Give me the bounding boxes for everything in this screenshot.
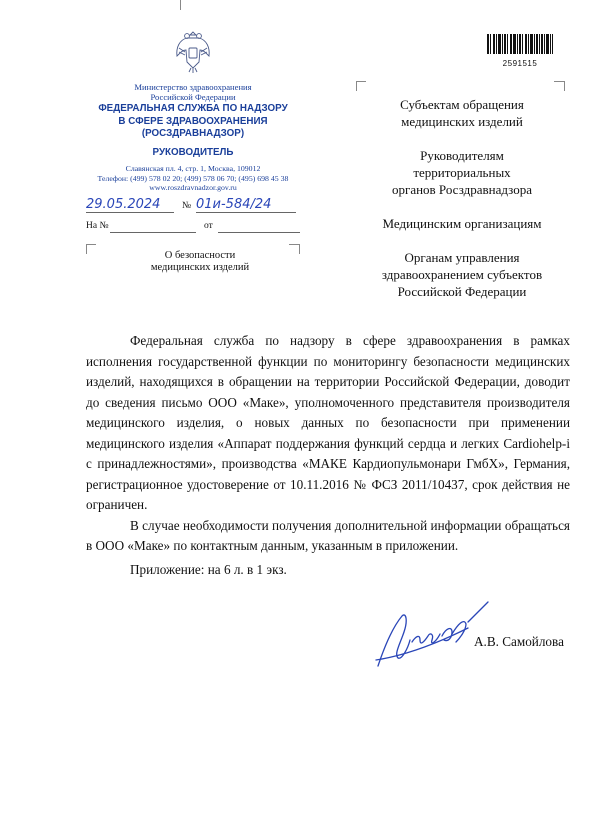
corner-mark (564, 81, 565, 91)
body-paragraph-1: Федеральная служба по надзору в сфере здравоохранения в рамках исполнения государственной функции по мониторингу безопасности медицинских изделий, находящихся в обращении на территории Российской Федерации, доводит до сведения письмо ООО «Маке», уполномоченного представителя производителя медицинского изделия, о новых данных по безопасности при применении медицинского изделия «Аппарат поддержания функций сердца и легких Cardiohelp-i с принадлежностями», производства «МАКЕ Кардиопульмонари ГмбХ», Германия, регистрационное удостоверение от 10.11.2016 № ФСЗ 2011/10437, срок действия не ограничен. (86, 333, 570, 512)
corner-mark (554, 81, 564, 82)
service-name: ФЕДЕРАЛЬНАЯ СЛУЖБА ПО НАДЗОРУ В СФЕРЕ ЗДРАВООХРАНЕНИЯ (РОСЗДРАВНАДЗОР) (98, 103, 288, 139)
reg-number: 01и-584/24 (196, 197, 296, 213)
ref-date-line (218, 232, 300, 233)
attachment-note: Приложение: на 6 л. в 1 экз. (130, 562, 287, 577)
subject: О безопасности медицинских изделий (150, 250, 250, 273)
recipient-2: Руководителям территориальных органов Росздравнадзора (391, 148, 533, 197)
letter-body (86, 331, 570, 557)
corner-mark (299, 244, 300, 254)
corner-mark (356, 81, 366, 82)
contact-block (86, 164, 300, 193)
ref-number-line (110, 232, 196, 233)
reg-no-label: № (182, 201, 192, 211)
ref-from-label: от (204, 221, 213, 231)
website: www.roszdravnadzor.gov.ru (149, 183, 237, 193)
barcode-number: 2591515 (502, 59, 538, 68)
corner-mark (289, 244, 299, 245)
recipients (360, 96, 564, 300)
phone: Телефон: (499) 578 02 20; (499) 578 06 70; (495) 698 45 38 (97, 173, 289, 183)
recipient-4: Органам управления здравоохранением субъектов Российской Федерации (381, 250, 543, 299)
recipient-3: Медицинским организациям (382, 216, 542, 231)
recipient-1: Субъектам обращения медицинских изделий (400, 97, 524, 129)
coat-of-arms-icon (173, 26, 213, 74)
body-paragraph-2: В случае необходимости получения дополнительной информации обращаться в ООО «Маке» по контактным данным, указанным в приложении. (86, 517, 570, 553)
corner-mark (86, 244, 87, 254)
barcode (487, 34, 553, 68)
role-title: РУКОВОДИТЕЛЬ (152, 147, 234, 158)
address: Славянская пл. 4, стр. 1, Москва, 109012 (125, 164, 261, 173)
ministry-name: Министерство здравоохранения Российской Федерации (134, 82, 252, 102)
ref-label: На № (86, 221, 109, 231)
barcode-icon (487, 34, 553, 54)
fold-mark (180, 0, 181, 10)
signatory-name: А.В. Самойлова (474, 634, 564, 649)
reg-date: 29.05.2024 (86, 197, 174, 213)
corner-mark (356, 81, 357, 91)
corner-mark (86, 244, 96, 245)
registration-block (86, 195, 304, 239)
